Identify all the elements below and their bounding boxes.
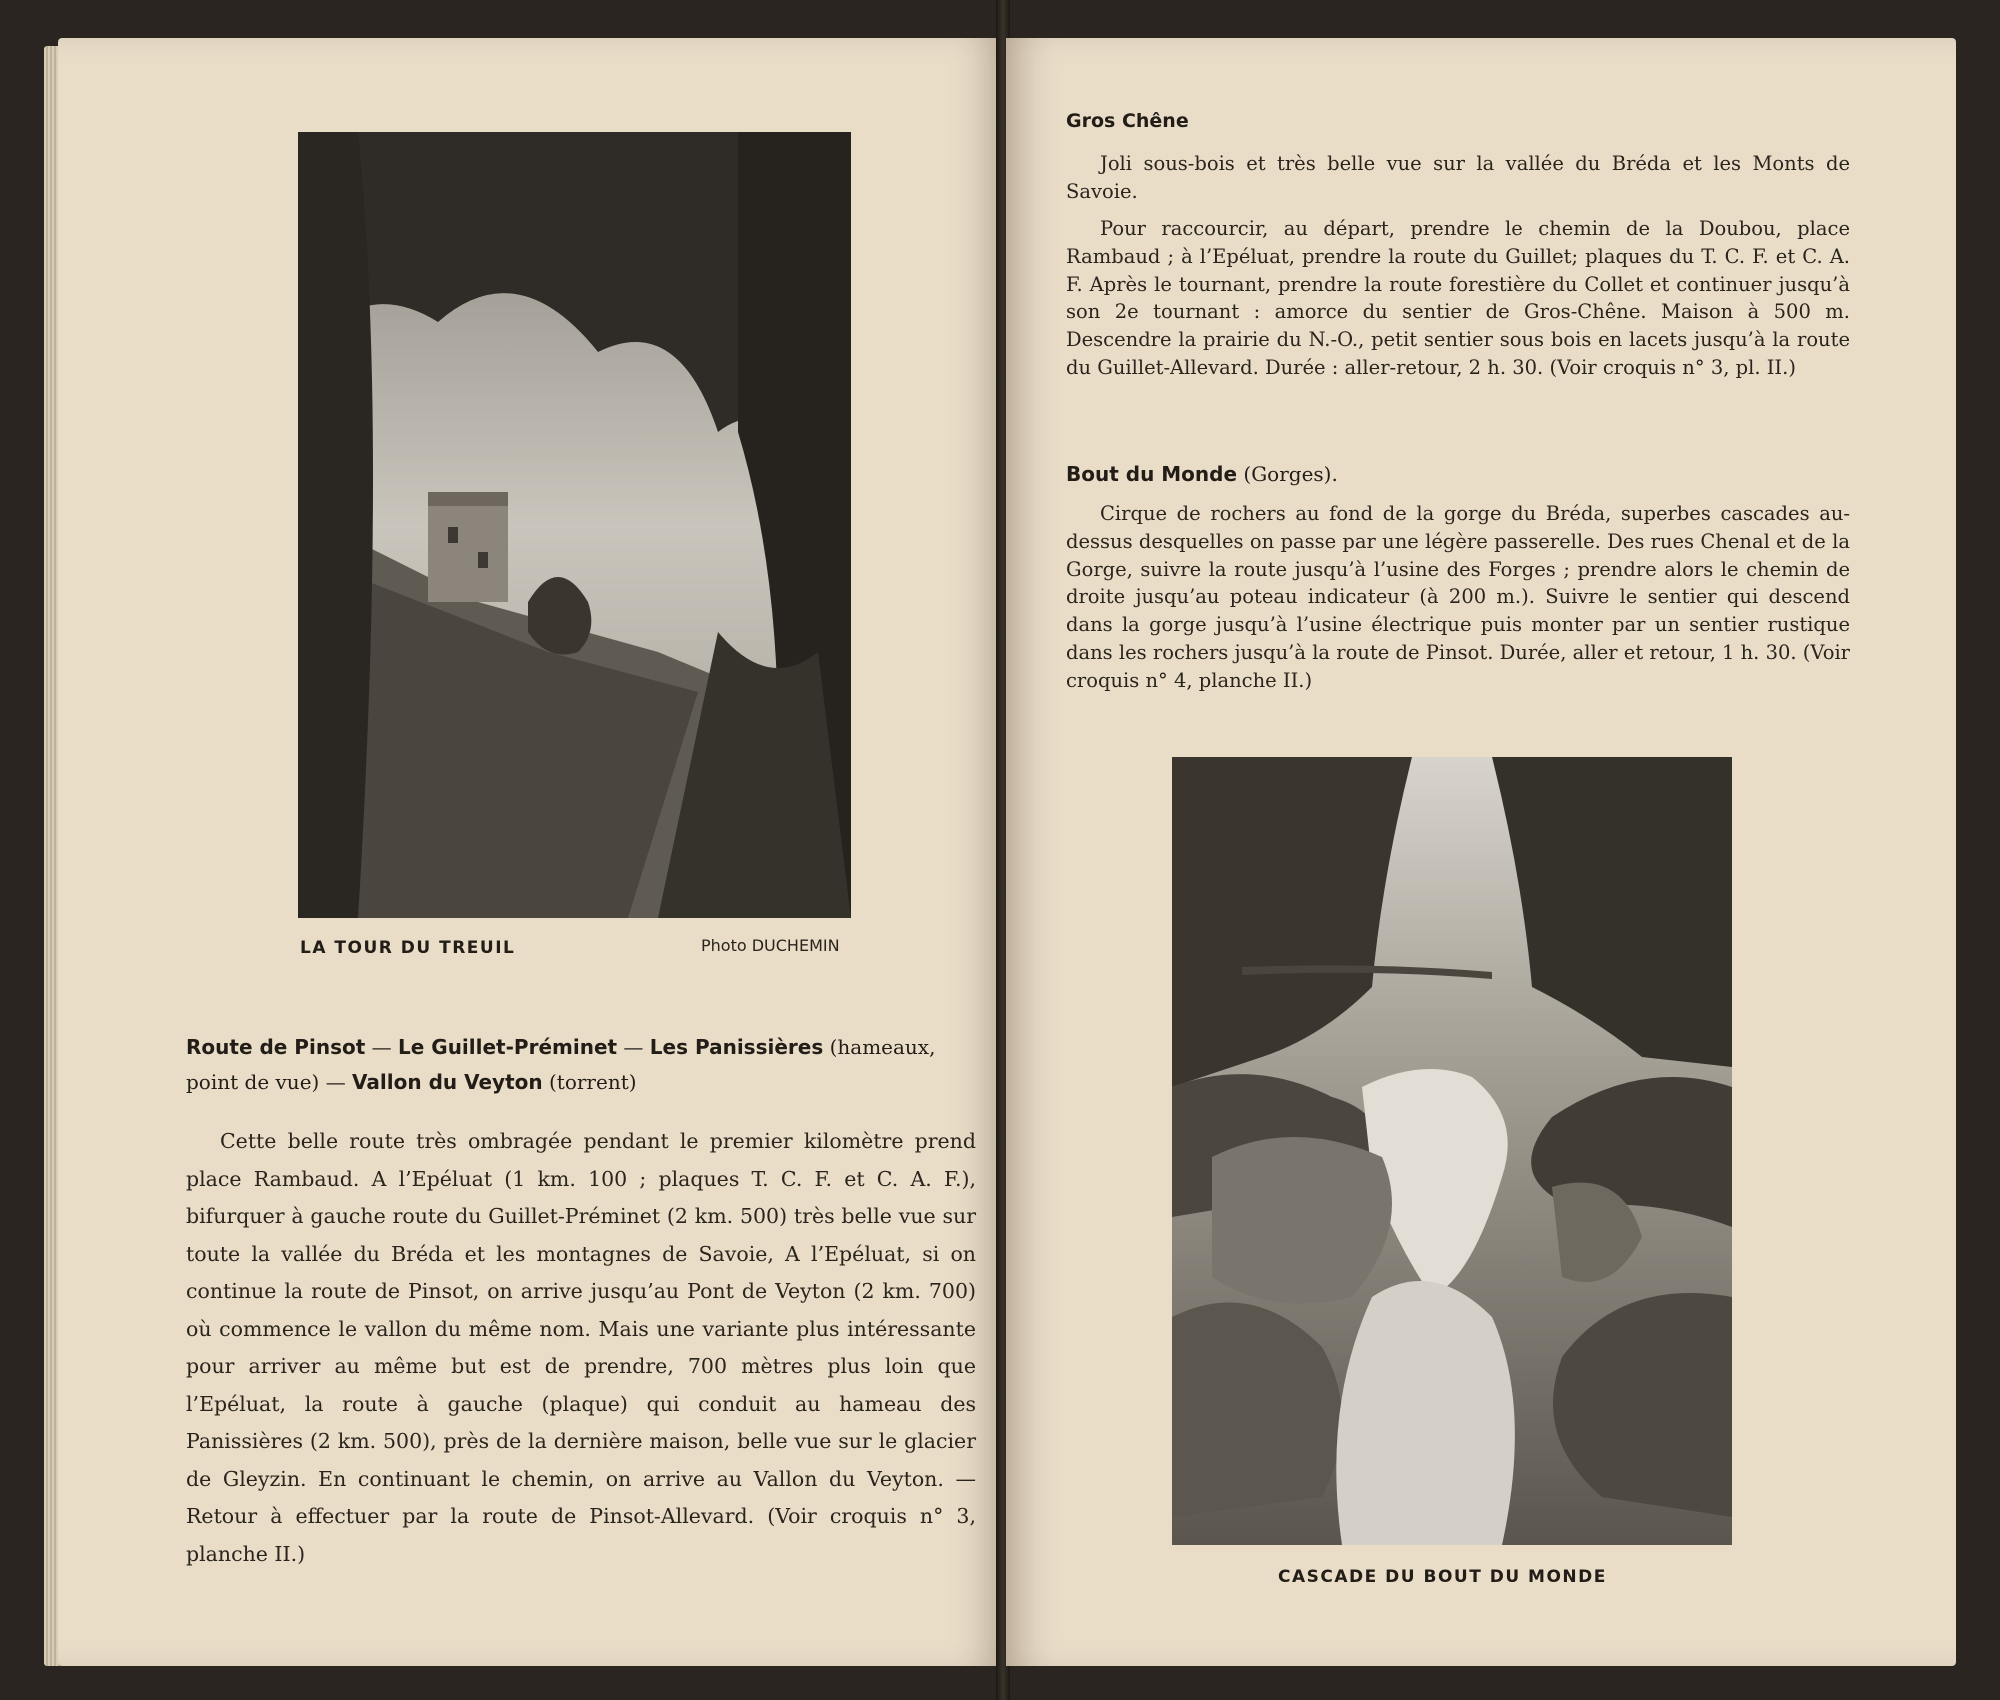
heading-part-1: Route de Pinsot [186, 1035, 366, 1059]
photo-caption: LA TOUR DU TREUIL [300, 938, 516, 958]
section-heading-route-de-pinsot [186, 1030, 976, 1100]
heading-part-2: Le Guillet-Préminet [398, 1035, 618, 1059]
tower-photo-illustration [298, 132, 851, 918]
bout-du-monde-title: Bout du Monde [1066, 462, 1238, 486]
route-paragraph: Cette belle route très ombragée pendant le premier kilomètre prend place Rambaud. A l’Epéluat (1 km. 100 ; plaques T. C. F. et C. A. F.), bifurquer à gauche route du Guillet-Préminet (2 km. 500) très belle vue sur toute la vallée du Bréda et les montagnes de Savoie, A l’Epéluat, si on continue la route de Pinsot, on arrive jusqu’au Pont de Veyton (2 km. 700) où commence le vallon du même nom. Mais une variante plus intéressante pour arriver au même but est de prendre, 700 mètres plus loin que l’Epéluat, la route à gauche (plaque) qui conduit au hameau des Panissières (2 km. 500), près de la dernière maison, belle vue sur le glacier de Gleyzin. En continuant le chemin, on arrive au Vallon du Veyton. — Retour à effectuer par la route de Pinsot-Allevard. (Voir croquis n° 3, planche II.) [186, 1129, 976, 1566]
bout-du-monde-note: (Gorges). [1237, 462, 1338, 486]
section-title-gros-chene: Gros Chêne [1066, 110, 1189, 132]
bout-du-monde-paragraph: Cirque de rochers au fond de la gorge du Bréda, superbes cascades au-dessus desquelles on passe par une légère passerelle. Des rues Chenal et de la Gorge, suivre la route jusqu’à l’usine des Forges ; prendre alors le chemin de droite jusqu’au poteau indicateur (à 200 m.). Suivre le sentier qui descend dans la gorge jusqu’à l’usine électrique puis monter par un sentier rustique dans les rochers jusqu’à la route de Pinsot. Durée, aller et retour, 1 h. 30. (Voir croquis n° 4, planche II.) [1066, 502, 1850, 692]
heading-note-1: (hameaux, point de vue) — [186, 1035, 936, 1094]
photo-tour-du-treuil [298, 132, 851, 918]
waterfall-photo-illustration [1172, 757, 1732, 1545]
heading-note-2: (torrent) [542, 1070, 637, 1094]
cascade-caption: CASCADE DU BOUT DU MONDE [1278, 1567, 1607, 1587]
heading-part-4: Vallon du Veyton [352, 1070, 543, 1094]
heading-sep-2: — [617, 1035, 650, 1059]
section-title-bout-du-monde [1066, 457, 1338, 492]
photo-cascade [1172, 757, 1732, 1545]
heading-part-3: Les Panissières [649, 1035, 824, 1059]
photo-credit: Photo DUCHEMIN [701, 936, 840, 955]
heading-sep-1: — [365, 1035, 398, 1059]
gros-chene-paragraph-2: Pour raccourcir, au départ, prendre le chemin de la Doubou, place Rambaud ; à l’Epéluat, prendre la route du Guillet; plaques du T. C. F. et C. A. F. Après le tournant, prendre la route forestière du Collet et continuer jusqu’à son 2e tournant : amorce du sentier de Gros-Chêne. Maison à 500 m. Descendre la prairie du N.-O., petit sentier sous bois en lacets jusqu’à la route du Guillet-Allevard. Durée : aller-retour, 2 h. 30. (Voir croquis n° 3, pl. II.) [1066, 217, 1850, 379]
left-page [58, 38, 1003, 1666]
gros-chene-paragraph-1: Joli sous-bois et très belle vue sur la vallée du Bréda et les Monts de Savoie. [1066, 152, 1850, 203]
right-page [1006, 38, 1956, 1666]
